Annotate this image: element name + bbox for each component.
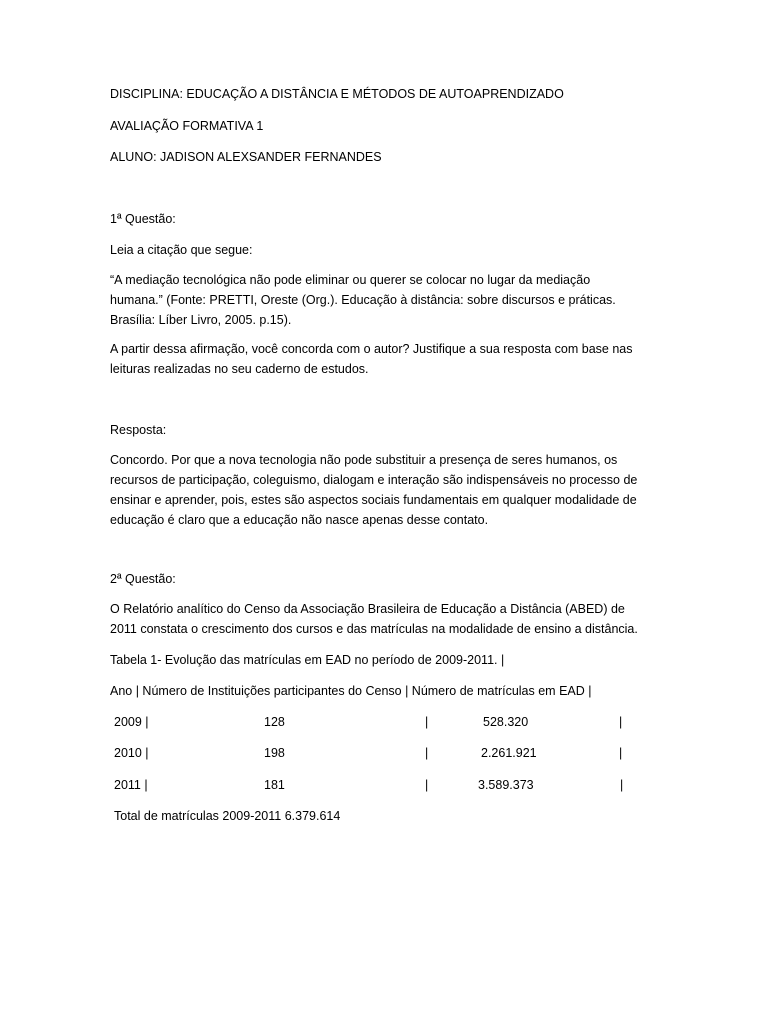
row-year: 2009 | — [114, 715, 149, 729]
row-institutions: 181 — [264, 778, 285, 792]
row-end: | — [620, 778, 624, 792]
answer-line: Concordo. Por que a nova tecnologia não pode substituir a presença de seres humanos, os — [110, 453, 618, 467]
prompt-line: A partir dessa afirmação, você concorda com o autor? Justifique a sua resposta com base nas — [110, 342, 633, 356]
table-header: Ano | Número de Instituições participantes do Censo | Número de matrículas em EAD | — [110, 684, 592, 698]
question-2-title: 2ª Questão: — [110, 572, 176, 586]
row-enrollments: 2.261.921 — [481, 746, 537, 760]
answer-line: recursos de participação, coleguismo, dialogam e interação são indispensáveis no processo de — [110, 473, 638, 487]
row-separator: | — [425, 778, 429, 792]
quote-line: Brasília: Líber Livro, 2005. p.15). — [110, 313, 292, 327]
total-enrollments: Total de matrículas 2009-2011 6.379.614 — [114, 809, 341, 823]
row-end: | — [619, 715, 623, 729]
row-enrollments: 3.589.373 — [478, 778, 534, 792]
table-caption: Tabela 1- Evolução das matrículas em EAD no período de 2009-2011. | — [110, 653, 505, 667]
student-name: ALUNO: JADISON ALEXSANDER FERNANDES — [110, 150, 382, 164]
answer-label: Resposta: — [110, 423, 167, 437]
discipline-heading: DISCIPLINA: EDUCAÇÃO A DISTÂNCIA E MÉTODOS DE AUTOAPRENDIZADO — [110, 87, 564, 101]
row-separator: | — [425, 746, 429, 760]
row-enrollments: 528.320 — [483, 715, 529, 729]
question-1-title: 1ª Questão: — [110, 212, 176, 226]
intro-line: 2011 constata o crescimento dos cursos e das matrículas na modalidade de ensino a distância. — [110, 622, 638, 636]
quote-line: “A mediação tecnológica não pode eliminar ou querer se colocar no lugar da mediação — [110, 273, 591, 287]
prompt-line: leituras realizadas no seu caderno de estudos. — [110, 362, 369, 376]
question-1-intro: Leia a citação que segue: — [110, 243, 253, 257]
row-year: 2010 | — [114, 746, 149, 760]
intro-line: O Relatório analítico do Censo da Associação Brasileira de Educação a Distância (ABED) de — [110, 602, 625, 616]
answer-text — [110, 450, 670, 530]
question-1-prompt — [110, 339, 670, 379]
answer-line: educação é claro que a educação não nasce apenas desse contato. — [110, 513, 489, 527]
evaluation-title: AVALIAÇÃO FORMATIVA 1 — [110, 119, 264, 133]
question-1-quote — [110, 270, 670, 330]
quote-line: humana.” (Fonte: PRETTI, Oreste (Org.). Educação à distância: sobre discursos e práticas. — [110, 293, 616, 307]
row-separator: | — [425, 715, 429, 729]
question-2-intro — [110, 599, 670, 639]
row-end: | — [619, 746, 623, 760]
row-institutions: 128 — [264, 715, 285, 729]
answer-line: ensinar e aprender, pois, estes são aspectos sociais fundamentais em qualquer modalidade de — [110, 493, 637, 507]
row-institutions: 198 — [264, 746, 285, 760]
row-year: 2011 | — [114, 778, 148, 792]
